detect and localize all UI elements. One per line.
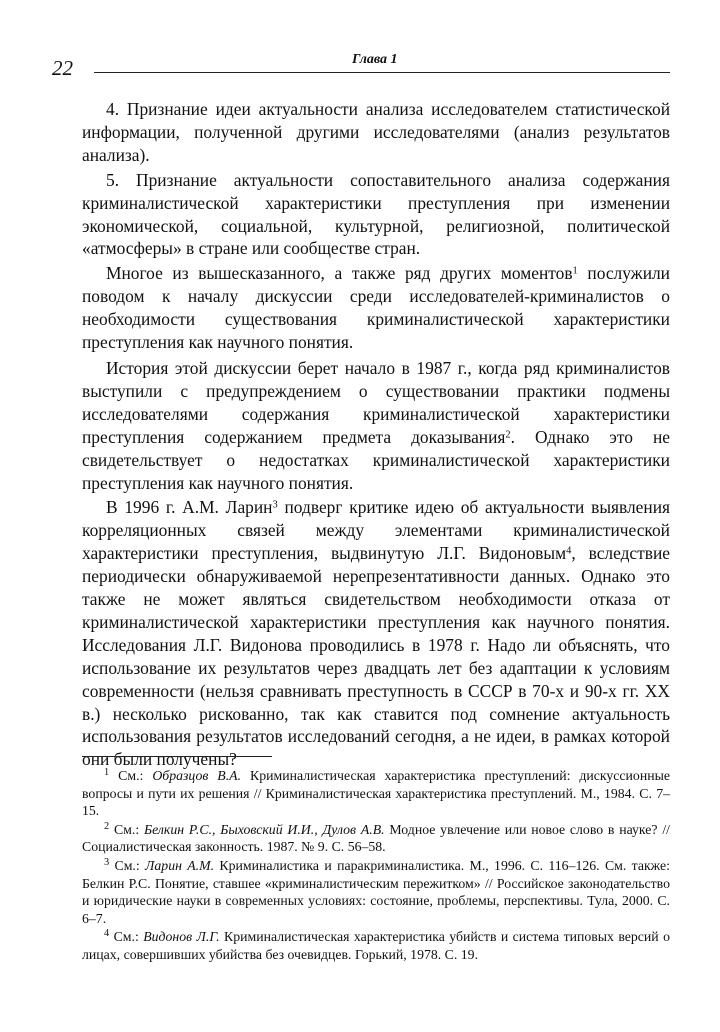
paragraph-4-text-a: История этой дискуссии берет начало в 1987 г., когда ряд криминалистов выступили с предупреждением о существовании практики подмены исследователями содержания криминалистической характеристики преступления содержанием предмета доказывания xyxy=(82,357,670,447)
footnote-number: 2 xyxy=(104,820,110,832)
footnote-2 xyxy=(82,821,670,856)
footnote-ref-2[interactable]: 2 xyxy=(505,428,511,440)
footnote-text: Криминалистическая характеристика убийств и система типовых версий о лицах, совершивших убийства без очевидцев. Горький, 1978. С. 19. xyxy=(82,929,670,962)
paragraph-3 xyxy=(82,262,670,354)
paragraph-5-text-a: В 1996 г. А.М. Ларин xyxy=(106,497,273,518)
footnote-3 xyxy=(82,857,670,927)
footnote-author: Образцов В.А. xyxy=(152,768,242,783)
header-rule xyxy=(94,72,670,73)
footnote-see: См.: xyxy=(113,929,144,945)
paragraph-5-text-b: подверг критике идею об актуальности выявления корреляционных связей между элементами криминалистической характеристики преступления, выдвинутую Л.Г. Видоновым xyxy=(82,497,670,564)
paragraph-3-text-a: Многое из вышесказанного, а также ряд других моментов xyxy=(106,263,573,284)
footnote-author: Ларин А.М. xyxy=(145,857,215,873)
page-number: 22 xyxy=(52,56,73,80)
running-header xyxy=(52,52,670,82)
paragraph-5-text-c: , вследствие периодически обнаруживаемой нерепрезентативности данных. Однако это также не может являться свидетельством необходимости отказа от криминалистической характеристики преступления как научного понятия. Исследования Л.Г. Видонова проводились в 1978 г. Надо ли объяснять, что использование их результатов через двадцать лет без адаптации к условиям современности (нельзя сравнивать преступность в СССР в 70-х и 90-х гг. XX в.) несколько рискованно, так как ставится под сомнение актуальность использования результатов исследований сегодня, а не идеи, в рамках которой они были получены? xyxy=(82,543,670,770)
chapter-title: Глава 1 xyxy=(352,52,398,67)
footnote-separator xyxy=(82,756,272,757)
footnote-ref-3[interactable]: 3 xyxy=(272,499,278,511)
footnote-text: Криминалистическая характеристика преступлений: дискуссионные вопросы и пути их решения // Криминалистическая характеристика преступлений. М., 1984. С. 7–15. xyxy=(82,768,670,819)
footnotes xyxy=(82,767,670,964)
paragraph-1: 4. Признание идеи актуальности анализа исследователем статистической информации, полученной другими исследователями (анализ результатов анализа). xyxy=(82,99,670,165)
paragraph-4 xyxy=(82,357,670,494)
footnote-4 xyxy=(82,928,670,963)
footnote-ref-4[interactable]: 4 xyxy=(566,545,572,557)
footnote-ref-1[interactable]: 1 xyxy=(572,265,578,277)
paragraph-3-text-b: послужили поводом к началу дискуссии среди исследователей-криминалистов о необходимости существования криминалистической характеристики преступления как научного понятия. xyxy=(82,263,670,353)
paragraph-5 xyxy=(82,496,670,771)
footnote-see: См.: xyxy=(118,768,153,783)
footnote-author: Видонов Л.Г. xyxy=(143,929,220,945)
footnote-1 xyxy=(82,767,670,820)
footnote-author: Белкин Р.С., Быховский И.И., Дулов А.В. xyxy=(143,821,385,837)
footnote-text: Криминалистика и паракриминалистика. М., 1996. С. 116–126. См. также: Белкин Р.С. Понятие, ставшее «криминалистическим пережитком» // Российское законодательство и юридические науки в современных условиях: состояние, проблемы, перспективы. Тула, 2000. С. 6–7. xyxy=(82,857,670,926)
main-text xyxy=(82,98,670,771)
paragraph-4-text-b: . Однако это не свидетельствует о недостатках криминалистической характеристики преступления как научного понятия. xyxy=(82,426,670,493)
footnote-text: Модное увлечение или новое слово в науке? // Социалистическая законность. 1987. № 9. С. 56–58. xyxy=(82,821,670,855)
footnote-see: См.: xyxy=(114,857,146,873)
paragraph-2: 5. Признание актуальности сопоставительного анализа содержания криминалистической характеристики преступления при изменении экономической, социальной, культурной, религиозной, политической «атмосферы» в стране или сообществе стран. xyxy=(82,169,670,259)
footnote-see: См.: xyxy=(113,821,144,837)
footnote-number: 1 xyxy=(104,766,110,778)
footnote-number: 4 xyxy=(104,928,110,940)
footnote-number: 3 xyxy=(104,856,110,868)
